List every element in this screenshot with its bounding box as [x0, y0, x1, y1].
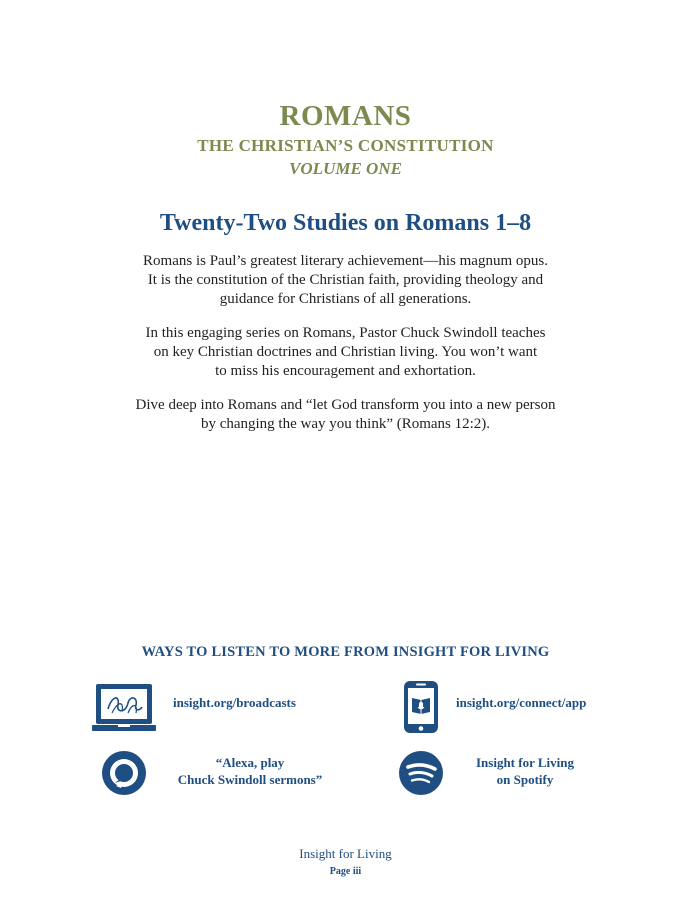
paragraph-line: by changing the way you think” (Romans 12:2).	[200, 416, 491, 432]
paragraph-line: In this engaging series on Romans, Pastor Chuck Swindoll teaches	[145, 325, 546, 341]
phone-app-icon	[403, 680, 439, 734]
alexa-icon	[101, 750, 147, 796]
app-link[interactable]: insight.org/connect/app	[456, 695, 587, 710]
paragraph-line: on key Christian doctrines and Christian living. You won’t want	[153, 344, 538, 360]
book-subtitle: THE CHRISTIAN’S CONSTITUTION	[197, 136, 494, 155]
studies-heading: Twenty-Two Studies on Romans 1–8	[159, 210, 532, 236]
page-number: Page iii	[329, 866, 362, 877]
paragraph-line: to miss his encouragement and exhortation.	[215, 363, 476, 379]
paragraph-line: Dive deep into Romans and “let God transform you into a new person	[135, 397, 556, 413]
alexa-prompt: “Alexa, play Chuck Swindoll sermons”	[177, 755, 323, 787]
intro-paragraph-2	[0, 324, 691, 381]
intro-paragraph-3	[0, 396, 691, 434]
spotify-icon	[398, 750, 444, 796]
paragraph-line: Romans is Paul’s greatest literary achievement—his magnum opus.	[143, 253, 548, 269]
laptop-logo-icon	[92, 683, 156, 733]
book-title: ROMANS	[279, 100, 412, 132]
broadcasts-link[interactable]: insight.org/broadcasts	[173, 695, 296, 710]
spotify-label: Insight for Living on Spotify	[475, 755, 574, 787]
ways-to-listen-heading: WAYS TO LISTEN TO MORE FROM INSIGHT FOR LIVING	[141, 644, 550, 660]
volume-label: VOLUME ONE	[289, 159, 402, 178]
intro-paragraph-1	[0, 252, 691, 309]
paragraph-line: It is the constitution of the Christian faith, providing theology and	[147, 272, 544, 288]
footer-org-name: Insight for Living	[299, 846, 392, 861]
paragraph-line: guidance for Christians of all generations.	[219, 291, 472, 307]
